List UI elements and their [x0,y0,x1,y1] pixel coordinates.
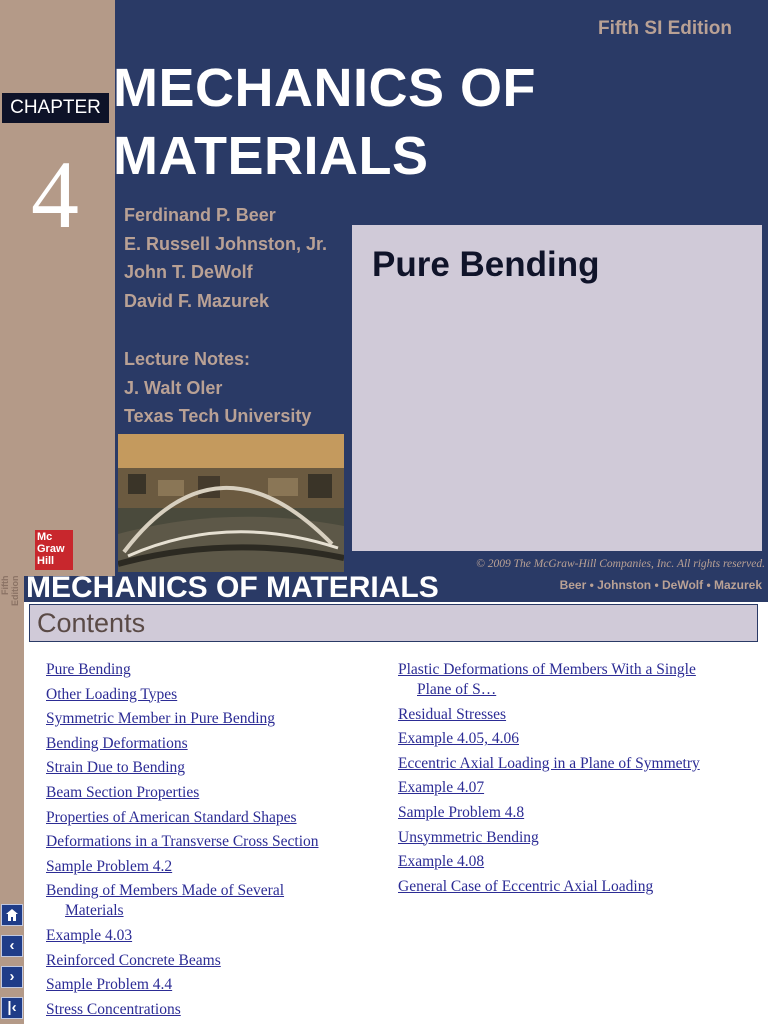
logo-line-2: Graw [37,543,65,555]
chapter-label: CHAPTER [2,93,109,123]
lecture-notes-university: Texas Tech University [124,406,312,426]
toc-link[interactable]: Strain Due to Bending [46,759,186,777]
list-item[interactable] [46,734,376,754]
toc-link-continued[interactable]: Plane of S… [417,681,497,698]
book-title-line1: MECHANICS OF [113,58,536,118]
toc-link[interactable]: General Case of Eccentric Axial Loading [398,877,654,895]
toc-link[interactable]: Bending Deformations [46,734,188,752]
home-icon[interactable] [1,904,23,926]
author-4: David F. Mazurek [124,291,270,311]
author-3: John T. DeWolf [124,262,253,282]
book-title [113,54,633,190]
first-icon[interactable]: |‹ [1,997,23,1019]
list-item[interactable] [398,877,748,897]
author-2: E. Russell Johnston, Jr. [124,234,328,254]
logo-line-1: Mc [37,531,53,543]
list-item[interactable] [46,685,376,705]
toc-link[interactable]: Sample Problem 4.8 [398,803,525,821]
list-item[interactable] [398,729,748,749]
list-item[interactable] [398,828,748,848]
next-icon[interactable]: › [1,966,23,988]
list-item[interactable] [46,951,376,971]
contents-header [29,604,758,642]
list-item[interactable] [46,832,376,852]
toc-link-continued[interactable]: Materials [65,902,124,920]
previous-icon[interactable]: ‹ [1,935,23,957]
toc-link[interactable]: Example 4.08 [398,853,485,871]
edition-label: Fifth SI Edition [597,18,732,39]
toc-link[interactable]: Stress Concentrations [46,1000,181,1018]
list-item[interactable] [398,754,748,774]
bridge-photo [118,434,344,572]
list-item[interactable] [46,758,376,778]
list-item[interactable] [46,808,376,828]
contents-slide [0,576,768,1024]
left-bar [0,0,115,576]
list-item[interactable] [46,660,376,680]
chapter-topic-title: Pure Bending [372,245,600,284]
toc-link[interactable]: Sample Problem 4.2 [46,857,173,875]
lecture-notes-author: J. Walt Oler [124,378,223,398]
list-item[interactable] [46,881,376,921]
toc-link[interactable]: Example 4.07 [398,779,485,797]
contents-list-left [46,660,376,1024]
list-item[interactable] [46,783,376,803]
authors-line: Beer • Johnston • DeWolf • Mazurek [559,578,762,592]
edition-vertical-label: Fifth Edition [0,576,20,607]
toc-link[interactable]: Reinforced Concrete Beams [46,951,221,969]
contents-title: Contents [37,608,146,638]
list-item[interactable] [398,705,748,725]
logo-line-3: Hill [37,555,55,567]
list-item[interactable] [46,857,376,877]
toc-link[interactable]: Beam Section Properties [46,783,200,801]
list-item[interactable] [46,709,376,729]
toc-link[interactable]: Deformations in a Transverse Cross Section [46,833,319,851]
toc-link[interactable]: Unsymmetric Bending [398,828,539,846]
toc-link[interactable]: Other Loading Types [46,685,178,703]
book-title: MECHANICS OF MATERIALS [26,576,439,604]
toc-link[interactable]: Residual Stresses [398,705,507,723]
toc-link[interactable]: Plastic Deformations of Members With a Single [398,661,696,678]
list-item[interactable] [46,975,376,995]
mcgraw-hill-logo [35,530,73,570]
list-item[interactable] [46,1000,376,1020]
toc-link[interactable]: Properties of American Standard Shapes [46,808,297,826]
contents-list-right [398,660,748,901]
copyright-notice: © 2009 The McGraw-Hill Companies, Inc. All rights reserved. [476,558,765,570]
list-item[interactable] [398,852,748,872]
toc-link[interactable]: Pure Bending [46,661,131,678]
list-item[interactable] [398,778,748,798]
book-title-line2: MATERIALS [113,126,429,186]
toc-link[interactable]: Eccentric Axial Loading in a Plane of Symmetry [398,754,700,772]
list-item[interactable] [398,660,748,700]
toc-link[interactable]: Symmetric Member in Pure Bending [46,710,276,728]
toc-link[interactable]: Sample Problem 4.4 [46,976,173,994]
lecture-notes-heading: Lecture Notes: [124,349,251,369]
list-item[interactable] [46,926,376,946]
toc-link[interactable]: Example 4.05, 4.06 [398,730,519,748]
chapter-number: 4 [31,141,79,248]
author-1: Ferdinand P. Beer [124,205,276,225]
toc-link[interactable]: Bending of Members Made of Several [46,882,285,900]
chapter-topic-box [352,225,762,551]
list-item[interactable] [398,803,748,823]
toc-link[interactable]: Example 4.03 [46,926,133,944]
